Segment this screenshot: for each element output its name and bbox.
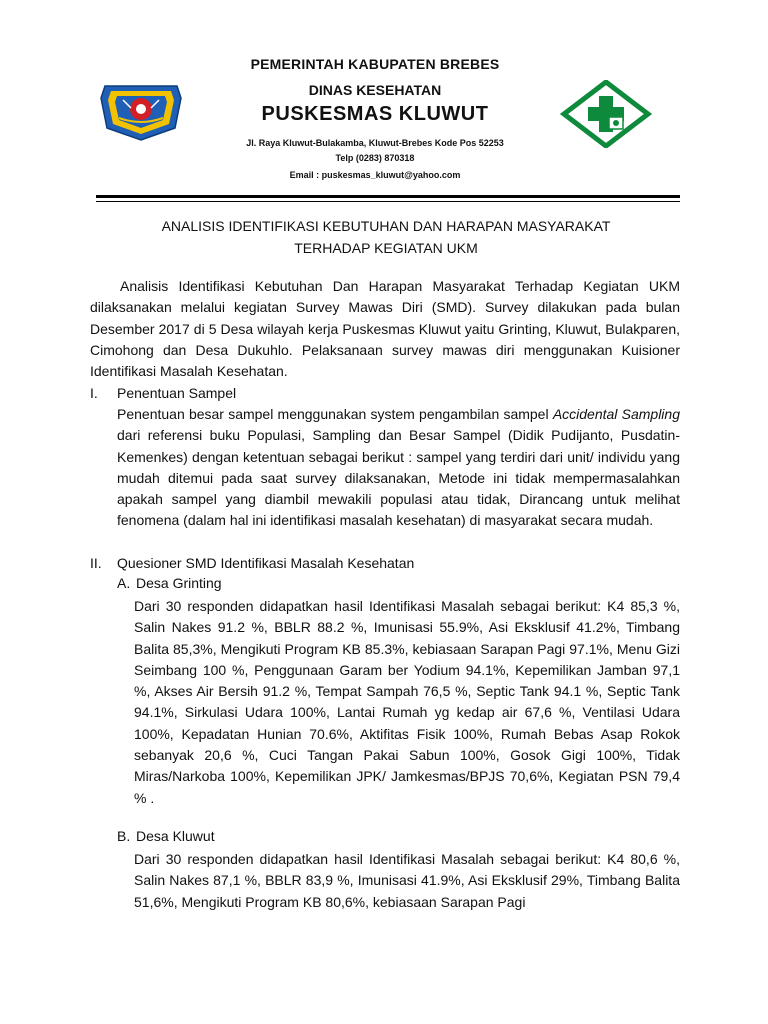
subsection-a-letter: A. <box>117 575 131 591</box>
header-government: PEMERINTAH KABUPATEN BREBES <box>250 56 500 72</box>
subsection-a-paragraph: Dari 30 responden didapatkan hasil Identifikasi Masalah sebagai berikut: K4 85,3 %, Salin Nakes 91.2 %, BBLR 88.2 %, Imunisasi 55.9%, Asi Eksklusif 41.2%, Timbang Balita 85,3%, Mengikuti Program KB 85.3%, kebiasaan Sarapan Pagi 97.1%, Menu Gizi Seimbang 100 %, Penggunaan Garam ber Yodium 94.1%, Kepemilikan Jamban 97,1 %, Akses Air Bersih 91.2 %, Tempat Sampah 76,5 %, Septic Tank 94.1 %, Septic Tank 94.1%, Sirkulasi Udara 100%, Lantai Rumah yg kedap air 67,6 %, Ventilasi Udara 100%, Kepadatan Hunian 70.6%, Aktifitas Fisik 100%, Rumah Bebas Asap Rokok sebanyak 20,6 %, Cuci Tangan Pakai Sabun 100%, Gosok Gigi 100%, Tidak Miras/Narkoba 100%, Kepemilikan JPK/ Jamkesmas/BPJS 70,6%, Kegiatan PSN 79,4 % . <box>134 598 680 806</box>
accidental-sampling-term: Accidental Sampling <box>552 406 680 422</box>
section-1-title: Penentuan Sampel <box>117 385 237 401</box>
subsection-b-title: Desa Kluwut <box>136 828 215 844</box>
header-department: DINAS KESEHATAN <box>308 82 442 98</box>
subsection-b-paragraph: Dari 30 responden didapatkan hasil Identifikasi Masalah sebagai berikut: K4 80,6 %, Salin Nakes 87,1 %, BBLR 83,9 %, Imunisasi 41.9%, Asi Eksklusif 29%, Timbang Balita 51,6%, Mengikuti Program KB 80,6%, kebiasaan Sarapan Pagi <box>134 851 680 910</box>
header-phone: Telp (0283) 870318 <box>335 153 415 163</box>
header-institution: PUSKESMAS KLUWUT <box>261 103 489 125</box>
section-2-title: Quesioner SMD Identifikasi Masalah Kesehatan <box>117 555 415 571</box>
section-2-number: II. <box>90 555 102 571</box>
header-address: Jl. Raya Kluwut-Bulakamba, Kluwut-Brebes Kode Pos 52253 <box>246 138 504 148</box>
kabupaten-brebes-logo <box>95 78 187 142</box>
header-divider-thin <box>96 201 680 202</box>
puskesmas-logo <box>560 80 652 148</box>
subsection-b-letter: B. <box>117 828 131 844</box>
document-subtitle: TERHADAP KEGIATAN UKM <box>294 240 478 256</box>
header-divider <box>96 195 680 198</box>
intro-paragraph: Analisis Identifikasi Kebutuhan Dan Harapan Masyarakat Terhadap Kegiatan UKM dilaksanakan melalui kegiatan Survey Mawas Diri (SMD). Survey dilakukan pada bulan Desember 2017 di 5 Desa wilayah kerja Puskesmas Kluwut yaitu Grinting, Kluwut, Bulakparen, Cimohong dan Desa Dukuhlo. Pelaksanaan survey mawas diri menggunakan Kuisioner Identifikasi Masalah Kesehatan. <box>90 278 680 380</box>
header-email: Email : puskesmas_kluwut@yahoo.com <box>289 170 461 180</box>
section-1-paragraph: Penentuan besar sampel menggunakan system pengambilan sampel Accidental Sampling dari referensi buku Populasi, Sampling dan Besar Sampel (Didik Pudijanto, Pusdatin- Kemenkes) dengan ketentuan sebagai berikut : sampel yang terdiri dari unit/ individu yang mudah ditemui pada saat survey dilaksanakan, Metode ini tidak mempermasalahkan apakah sampel yang diambil mewakili populasi atau tidak, Dirancang untuk melihat fenomena (dalam hal ini identifikasi masalah kesehatan) di masyarakat secara mudah. <box>117 406 680 529</box>
subsection-a-title: Desa Grinting <box>136 575 222 591</box>
document-title: ANALISIS IDENTIFIKASI KEBUTUHAN DAN HARAPAN MASYARAKAT <box>161 218 611 234</box>
section-1-number: I. <box>90 385 98 401</box>
